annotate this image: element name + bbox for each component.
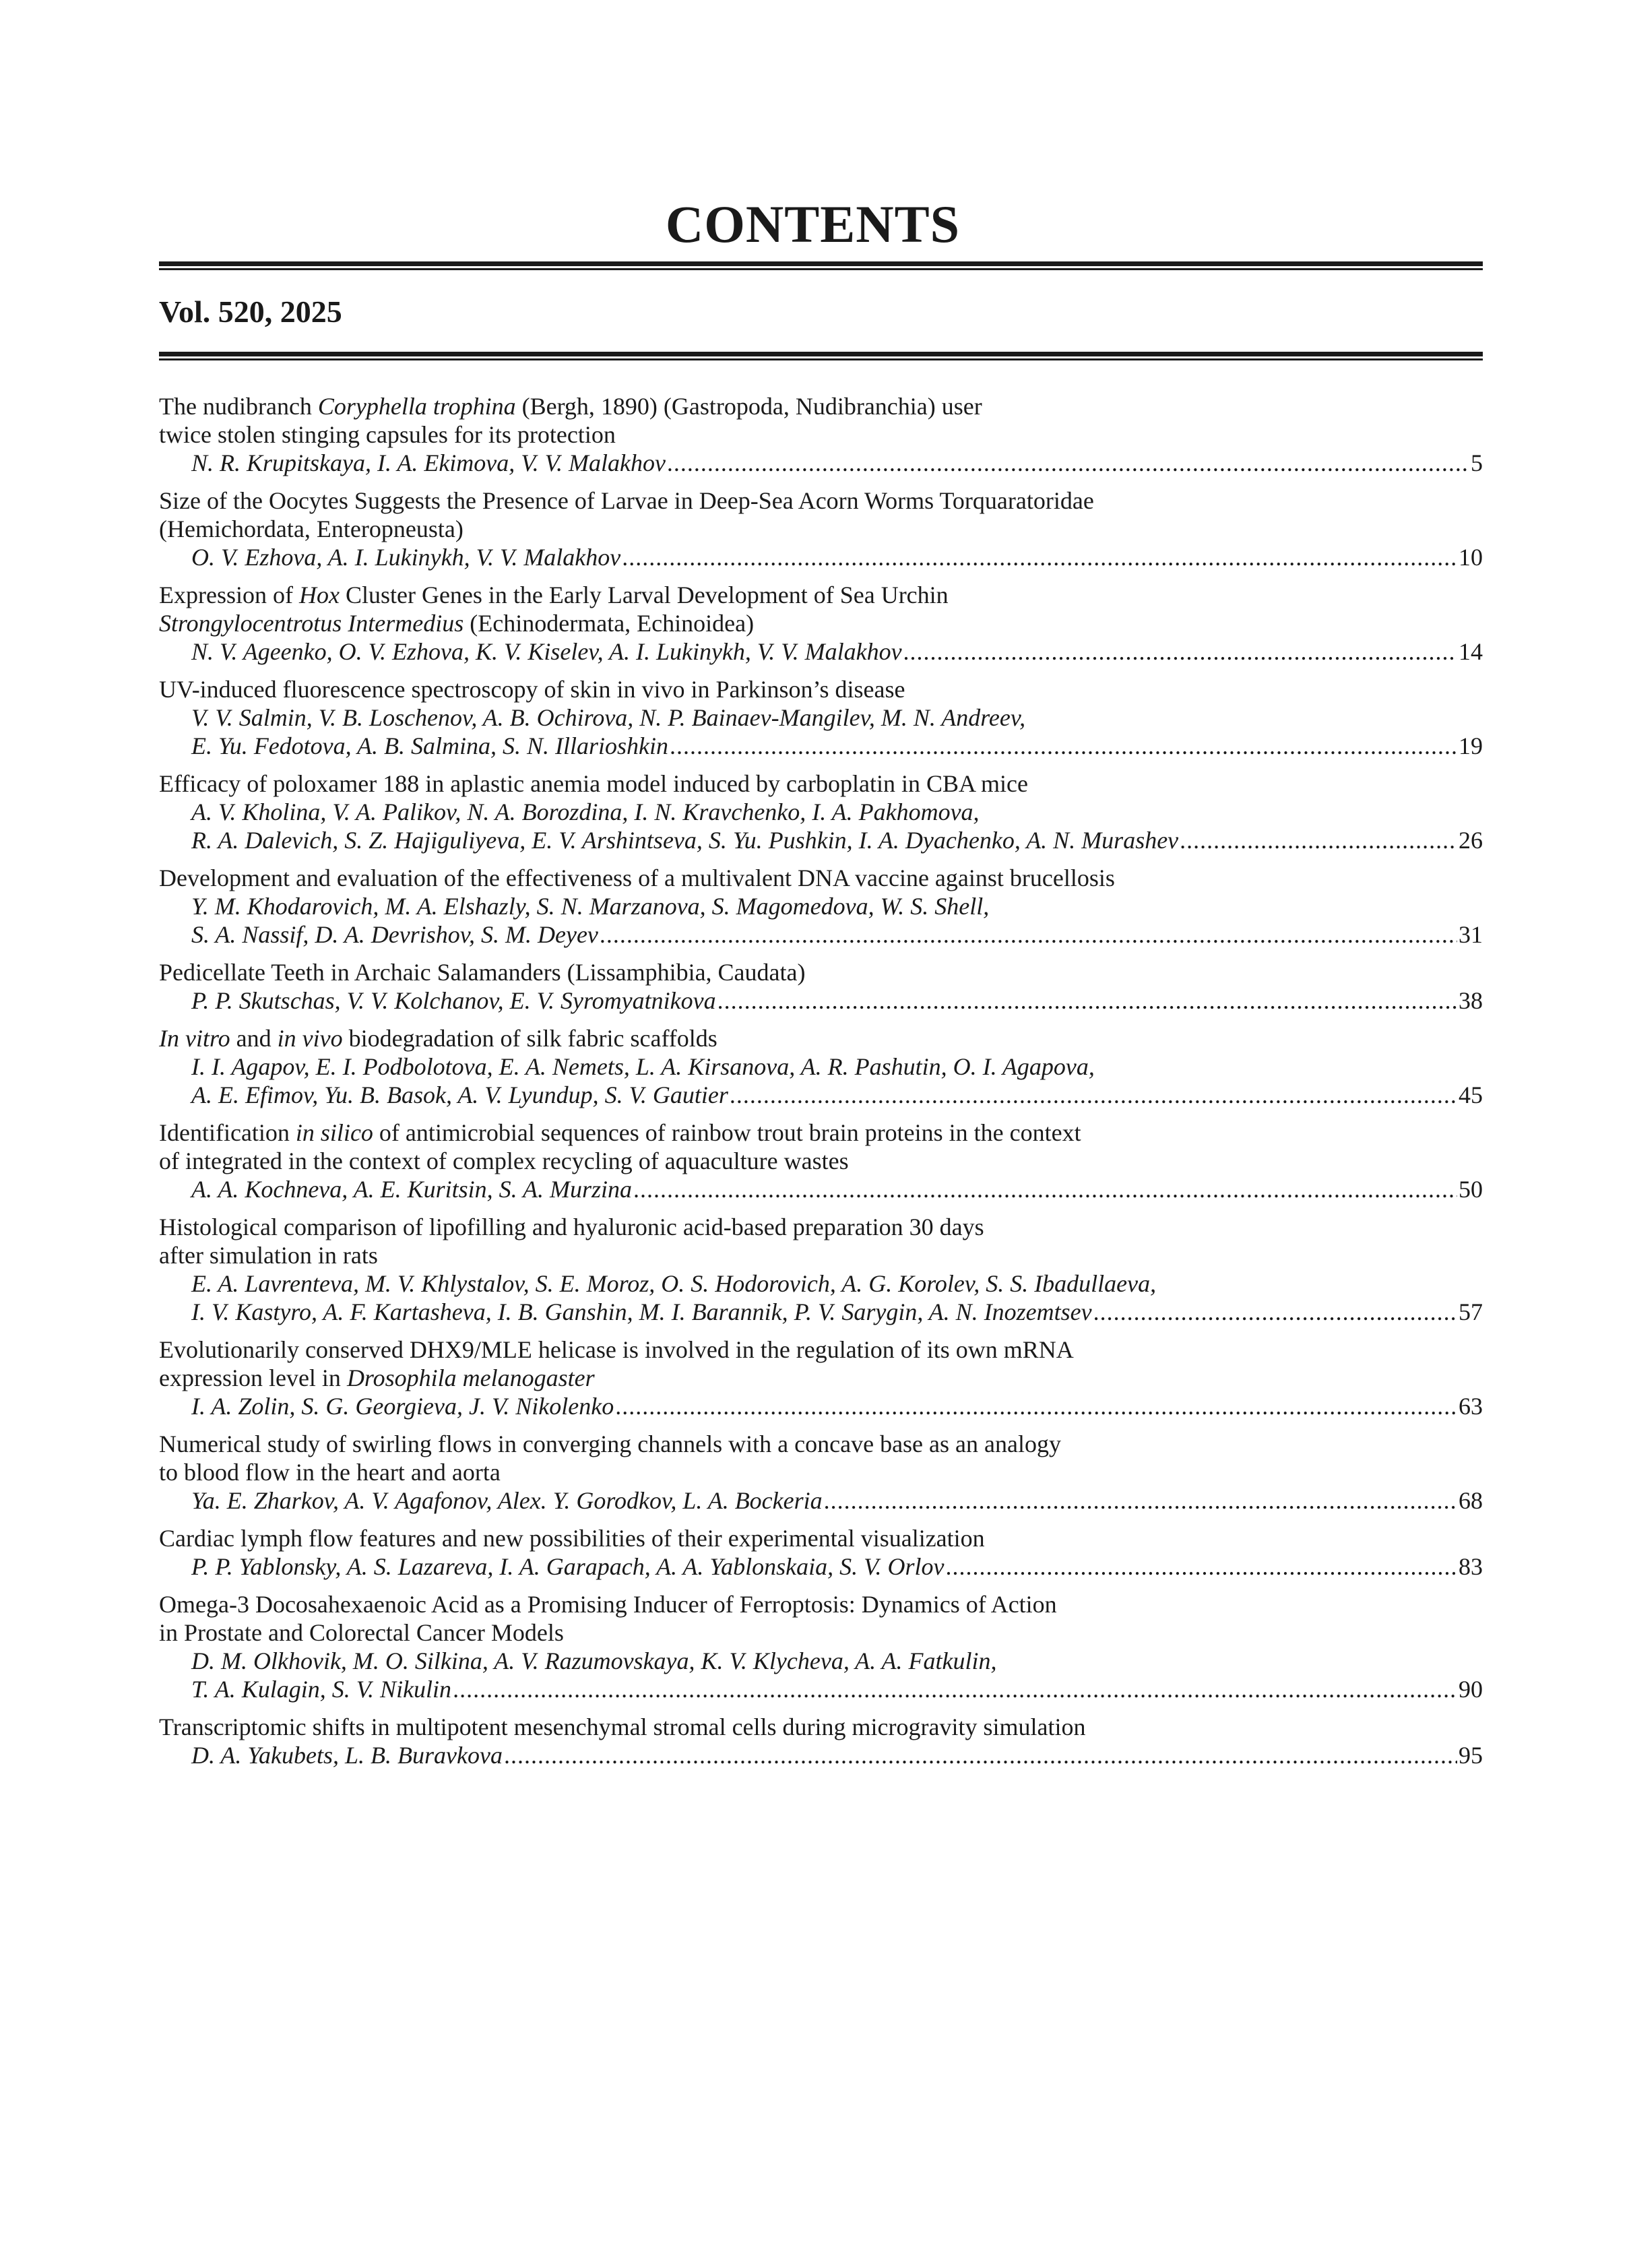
article-authors-line: Y. M. Khodarovich, M. A. Elshazly, S. N. Marzanova, S. Magomedova, W. S. Shell,: [191, 893, 990, 920]
article-title-line: Cardiac lymph flow features and new possibilities of their experimental visualization: [159, 1525, 985, 1552]
article-title-line: to blood flow in the heart and aorta: [159, 1459, 501, 1486]
article-authors: N. R. Krupitskaya, I. A. Ekimova, V. V. Malakhov: [191, 449, 666, 476]
article-authors-page-line: [159, 1486, 1483, 1515]
page-number[interactable]: 68: [1459, 1487, 1483, 1514]
article-authors-page-line: [159, 1081, 1483, 1109]
article-title-line: Transcriptomic shifts in multipotent mesenchymal stromal cells during microgravity simulation: [159, 1713, 1086, 1740]
page-number[interactable]: 83: [1459, 1553, 1483, 1580]
article-title-line: twice stolen stinging capsules for its protection: [159, 421, 616, 448]
toc-entry[interactable]: [159, 958, 1483, 1015]
article-authors-page-line: [159, 1298, 1483, 1326]
article-authors-line: I. I. Agapov, E. I. Podbolotova, E. A. Nemets, L. A. Kirsanova, A. R. Pashutin, O. I. Agapova,: [191, 1053, 1095, 1080]
article-authors: N. V. Ageenko, O. V. Ezhova, K. V. Kiselev, A. I. Lukinykh, V. V. Malakhov: [191, 638, 902, 665]
article-authors: O. V. Ezhova, A. I. Lukinykh, V. V. Malakhov: [191, 544, 621, 571]
dot-leader: [717, 986, 1457, 1015]
toc-entry[interactable]: [159, 675, 1483, 760]
page-number[interactable]: 38: [1459, 987, 1483, 1014]
article-title-line: In vitro and in vivo biodegradation of silk fabric scaffolds: [159, 1025, 717, 1052]
page-number[interactable]: 45: [1459, 1081, 1483, 1108]
bottom-divider: [159, 352, 1483, 361]
article-title-line: Strongylocentrotus Intermedius (Echinodermata, Echinoidea): [159, 610, 755, 637]
article-title-line: Expression of Hox Cluster Genes in the Early Larval Development of Sea Urchin: [159, 581, 949, 608]
article-authors-page-line: [159, 986, 1483, 1015]
toc-entry[interactable]: [159, 1119, 1483, 1203]
article-authors: P. P. Skutschas, V. V. Kolchanov, E. V. Syromyatnikova: [191, 987, 716, 1014]
dot-leader: [1093, 1298, 1457, 1326]
article-title-line: Identification in silico of antimicrobial sequences of rainbow trout brain proteins in the context: [159, 1119, 1081, 1146]
article-title-line: Size of the Oocytes Suggests the Presence of Larvae in Deep-Sea Acorn Worms Torquaratoridae: [159, 487, 1094, 514]
page-number[interactable]: 63: [1459, 1393, 1483, 1420]
article-authors: T. A. Kulagin, S. V. Nikulin: [191, 1676, 452, 1703]
article-authors-page-line: [159, 1552, 1483, 1581]
toc-entry[interactable]: [159, 392, 1483, 477]
article-title-line: Evolutionarily conserved DHX9/MLE helicase is involved in the regulation of its own mRNA: [159, 1336, 1074, 1363]
dot-leader: [667, 449, 1469, 477]
page-number[interactable]: 10: [1459, 544, 1483, 571]
article-title-line: of integrated in the context of complex recycling of aquaculture wastes: [159, 1147, 849, 1174]
article-authors-page-line: [159, 1741, 1483, 1769]
article-authors-line: E. A. Lavrenteva, M. V. Khlystalov, S. E. Moroz, O. S. Hodorovich, A. G. Korolev, S. S. Ibadullaeva,: [191, 1270, 1157, 1297]
dot-leader: [1180, 826, 1457, 854]
article-title-line: Numerical study of swirling flows in converging channels with a concave base as an analogy: [159, 1430, 1061, 1457]
dot-leader: [670, 732, 1457, 760]
article-title-line: Histological comparison of lipofilling and hyaluronic acid-based preparation 30 days: [159, 1214, 984, 1240]
article-title-line: (Hemichordata, Enteropneusta): [159, 515, 463, 542]
article-authors-line: V. V. Salmin, V. B. Loschenov, A. B. Ochirova, N. P. Bainaev-Mangilev, M. N. Andreev,: [191, 704, 1026, 731]
dot-leader: [824, 1486, 1457, 1515]
toc-entry[interactable]: [159, 1590, 1483, 1703]
article-authors-page-line: [159, 826, 1483, 854]
toc-entry[interactable]: [159, 769, 1483, 854]
article-authors: A. E. Efimov, Yu. B. Basok, A. V. Lyundup, S. V. Gautier: [191, 1081, 728, 1108]
article-title-line: Omega-3 Docosahexaenoic Acid as a Promising Inducer of Ferroptosis: Dynamics of Action: [159, 1591, 1057, 1618]
article-authors: I. A. Zolin, S. G. Georgieva, J. V. Nikolenko: [191, 1393, 614, 1420]
toc-entry[interactable]: [159, 1335, 1483, 1420]
toc-entry[interactable]: [159, 1524, 1483, 1581]
article-authors: A. A. Kochneva, A. E. Kuritsin, S. A. Murzina: [191, 1176, 632, 1203]
page-number[interactable]: 19: [1459, 732, 1483, 759]
article-title-line: Development and evaluation of the effectiveness of a multivalent DNA vaccine against brucellosis: [159, 864, 1115, 891]
article-authors: P. P. Yablonsky, A. S. Lazareva, I. A. Garapach, A. A. Yablonskaia, S. V. Orlov: [191, 1553, 945, 1580]
dot-leader: [730, 1081, 1457, 1109]
article-authors-line: A. V. Kholina, V. A. Palikov, N. A. Borozdina, I. N. Kravchenko, I. A. Pakhomova,: [191, 798, 980, 825]
article-authors: E. Yu. Fedotova, A. B. Salmina, S. N. Illarioshkin: [191, 732, 668, 759]
article-title-line: Efficacy of poloxamer 188 in aplastic anemia model induced by carboplatin in CBA mice: [159, 770, 1028, 797]
article-authors-page-line: [159, 920, 1483, 949]
dot-leader: [633, 1175, 1457, 1203]
article-authors-page-line: [159, 543, 1483, 571]
dot-leader: [945, 1552, 1457, 1581]
dot-leader: [600, 920, 1457, 949]
article-title-line: in Prostate and Colorectal Cancer Models: [159, 1619, 564, 1646]
dot-leader: [453, 1675, 1457, 1703]
article-authors: R. A. Dalevich, S. Z. Hajiguliyeva, E. V. Arshintseva, S. Yu. Pushkin, I. A. Dyachenko, A. N. Murashev: [191, 827, 1179, 854]
article-title-line: Pedicellate Teeth in Archaic Salamanders (Lissamphibia, Caudata): [159, 959, 806, 986]
dot-leader: [903, 637, 1457, 666]
toc-entry[interactable]: [159, 1713, 1483, 1769]
page-number[interactable]: 31: [1459, 921, 1483, 948]
page-number[interactable]: 57: [1459, 1298, 1483, 1325]
toc-entry[interactable]: [159, 1024, 1483, 1109]
article-authors-page-line: [159, 732, 1483, 760]
table-of-contents: [159, 392, 1483, 1779]
article-authors-line: D. M. Olkhovik, M. O. Silkina, A. V. Razumovskaya, K. V. Klycheva, A. A. Fatkulin,: [191, 1647, 997, 1674]
page-number[interactable]: 14: [1459, 638, 1483, 665]
page-title: CONTENTS: [665, 195, 960, 253]
page-number[interactable]: 5: [1471, 449, 1483, 476]
toc-entry[interactable]: [159, 864, 1483, 949]
volume-label: Vol. 520, 2025: [159, 294, 342, 329]
dot-leader: [504, 1741, 1457, 1769]
toc-entry[interactable]: [159, 581, 1483, 666]
article-title-line: The nudibranch Coryphella trophina (Bergh, 1890) (Gastropoda, Nudibranchia) user: [159, 393, 982, 420]
article-title-line: UV-induced fluorescence spectroscopy of skin in vivo in Parkinson’s disease: [159, 676, 905, 703]
top-divider: [159, 261, 1483, 271]
article-authors: S. A. Nassif, D. A. Devrishov, S. M. Deyev: [191, 921, 598, 948]
page-number[interactable]: 50: [1459, 1176, 1483, 1203]
dot-leader: [622, 543, 1457, 571]
article-authors: I. V. Kastyro, A. F. Kartasheva, I. B. Ganshin, M. I. Barannik, P. V. Sarygin, A. N. Inozemtsev: [191, 1298, 1092, 1325]
page-number[interactable]: 95: [1459, 1742, 1483, 1769]
toc-entry[interactable]: [159, 1430, 1483, 1515]
article-authors-page-line: [159, 1392, 1483, 1420]
toc-entry[interactable]: [159, 1213, 1483, 1326]
article-authors-page-line: [159, 449, 1483, 477]
page-number[interactable]: 26: [1459, 827, 1483, 854]
article-title-line: expression level in Drosophila melanogaster: [159, 1364, 595, 1391]
toc-entry[interactable]: [159, 486, 1483, 571]
article-authors: Ya. E. Zharkov, A. V. Agafonov, Alex. Y. Gorodkov, L. A. Bockeria: [191, 1487, 823, 1514]
page-number[interactable]: 90: [1459, 1676, 1483, 1703]
article-authors-page-line: [159, 637, 1483, 666]
article-authors-page-line: [159, 1675, 1483, 1703]
article-title-line: after simulation in rats: [159, 1242, 378, 1269]
dot-leader: [615, 1392, 1457, 1420]
article-authors-page-line: [159, 1175, 1483, 1203]
article-authors: D. A. Yakubets, L. B. Buravkova: [191, 1742, 503, 1769]
